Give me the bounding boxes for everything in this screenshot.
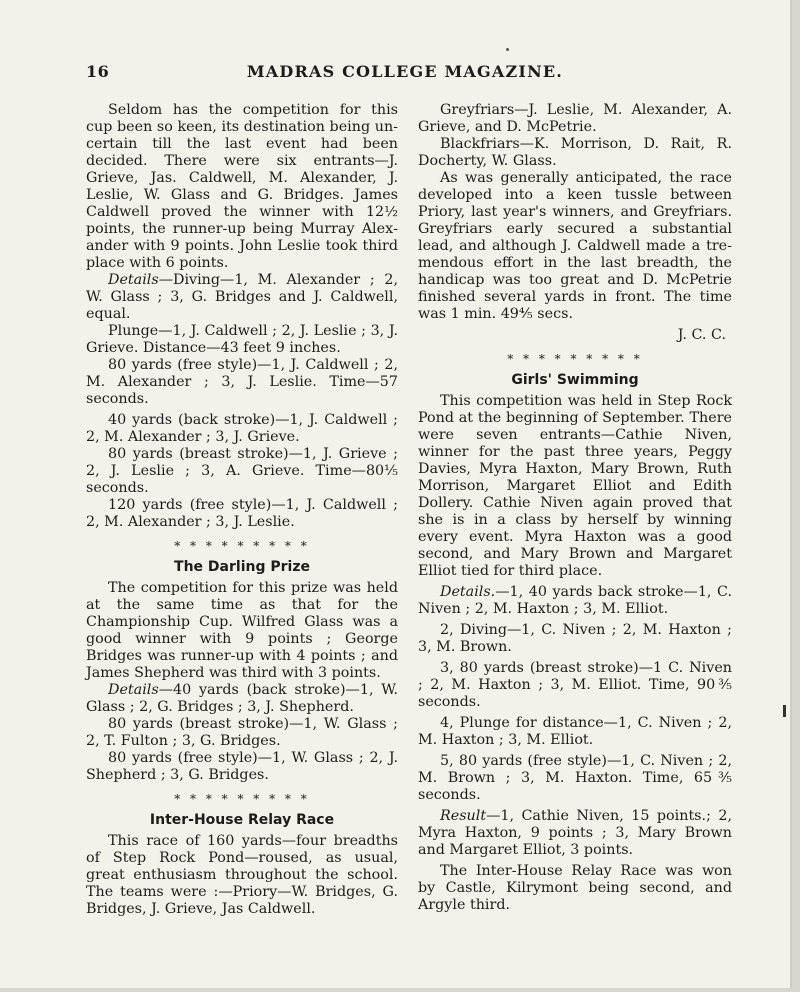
- right-column: [418, 102, 732, 914]
- page-number: 16: [86, 62, 110, 81]
- relay-race-winners: The Inter-House Relay Race was won by Castle, Kilrymont being second, and Argyle third.: [418, 863, 732, 913]
- girls-details-paragraph: [418, 584, 732, 618]
- breast-stroke-80-results: 80 yards (breast stroke)—1, J. Grieve ; 2, J. Leslie ; 3, A. Grieve. Time—80⅕ seconds.: [86, 446, 398, 496]
- cup-intro-paragraph: Seldom has the competition for this cup been so keen, its destination being uncertain till the last event had been decided. There were six entrants—J. Grieve, Jas. Caldwell, M. Alexander, J. Leslie, W. Glass and G. Bridges. James Caldwell proved the winner with 12½ points, the runner-up being Murray Alexander with 9 points. John Leslie took third place with 6 points.: [86, 102, 398, 271]
- girls-free-style-results: 5, 80 yards (free style)—1, C. Niven ; 2, M. Brown ; 3, M. Haxton. Time, 65⅗ seconds.: [418, 753, 732, 803]
- details-label: Details: [108, 272, 159, 288]
- section-divider: * * * * * * * * *: [174, 792, 310, 806]
- blackfriars-team: Blackfriars—K. Morrison, D. Rait, R. Docherty, W. Glass.: [418, 136, 732, 169]
- speck-mark: [506, 48, 509, 51]
- darling-prize-heading: The Darling Prize: [174, 559, 310, 575]
- girls-swimming-heading: Girls' Swimming: [511, 372, 639, 388]
- section-divider: * * * * * * * * *: [174, 539, 310, 553]
- darling-back-stroke-results: —40 yards (back stroke)—1, W. Glass ; 2, G. Bridges ; 3, J. Shepherd.: [86, 682, 398, 715]
- girls-result-paragraph: [418, 808, 732, 859]
- greyfriars-team: Greyfriars—J. Leslie, M. Alexander, A. Grieve, and D. McPetrie.: [418, 102, 732, 135]
- back-stroke-40-results: 40 yards (back stroke)—1, J. Caldwell ; 2, M. Alexander ; 3, J. Grieve.: [86, 412, 398, 445]
- girls-overall-result: —1, Cathie Niven, 15 points.; 2, Myra Haxton, 9 points ; 3, Mary Brown and Margaret Elliot, 3 points.: [418, 808, 732, 858]
- result-label: Result: [440, 808, 487, 824]
- darling-breast-stroke-results: 80 yards (breast stroke)—1, W. Glass ; 2, T. Fulton ; 3, G. Bridges.: [86, 716, 398, 749]
- girls-swimming-intro: This competition was held in Step Rock Pond at the beginning of September. There were seven entrants—Cathie Niven, winner for the past three years, Peggy Davies, Myra Haxton, Mary Brown, Ruth Morrison, Margaret Elliot and Edith Dollery. Cathie Niven again proved that she is in a class by herself by winning every event. Myra Haxton was a good second, and Mary Brown and Margaret Elliot tied for third place.: [418, 393, 732, 579]
- darling-free-style-results: 80 yards (free style)—1, W. Glass ; 2, J. Shepherd ; 3, G. Bridges.: [86, 750, 398, 783]
- edge-mark: [783, 705, 786, 717]
- plunge-results: Plunge—1, J. Caldwell ; 2, J. Leslie ; 3, J. Grieve. Distance—43 feet 9 inches.: [86, 323, 398, 356]
- details-label: Details.: [440, 584, 496, 600]
- left-column: [86, 102, 398, 918]
- girls-back-stroke-results: —1, 40 yards back stroke—1, C. Niven ; 2, M. Haxton ; 3, M. Elliot.: [418, 584, 732, 617]
- details-label: Details: [108, 682, 159, 698]
- darling-details-paragraph: [86, 682, 398, 716]
- free-style-80-results: 80 yards (free style)—1, J. Caldwell ; 2, M. Alexander ; 3, J. Leslie. Time—57 seconds.: [86, 357, 398, 407]
- cup-details-paragraph: [86, 272, 398, 323]
- magazine-title: MADRAS COLLEGE MAGAZINE.: [246, 62, 564, 81]
- darling-prize-paragraph: The competition for this prize was held at the same time as that for the Championship Cup. Wilfred Glass was a good winner with 9 points ; George Bridges was runner-up with 4 points ; and James Shepherd was third with 3 points.: [86, 580, 398, 681]
- author-initials: J. C. C.: [677, 327, 726, 343]
- relay-race-report: As was generally anticipated, the race developed into a keen tussle between Priory, last year's winners, and Greyfriars. Greyfriars early secured a substantial lead, and although J. Caldwell made a tremendous effort in the last breadth, the handicap was too great and D. McPetrie finished several yards in front. The time was 1 min. 49⅘ secs.: [418, 170, 732, 322]
- relay-race-paragraph: This race of 160 yards—four breadths of Step Rock Pond—roused, as usual, great enthusiasm throughout the school. The teams were :—Priory—W. Bridges, G. Bridges, J. Grieve, Jas Caldwell.: [86, 833, 398, 917]
- girls-breast-stroke-results: 3, 80 yards (breast stroke)—1 C. Niven ; 2, M. Haxton ; 3, M. Elliot. Time, 90⅗ seconds.: [418, 660, 732, 710]
- section-divider: * * * * * * * * *: [507, 352, 643, 366]
- relay-race-heading: Inter-House Relay Race: [149, 812, 335, 828]
- diving-results: —Diving—1, M. Alexander ; 2, W. Glass ; 3, G. Bridges and J. Caldwell, equal.: [86, 272, 398, 322]
- free-style-120-results: 120 yards (free style)—1, J. Caldwell ; 2, M. Alexander ; 3, J. Leslie.: [86, 497, 398, 530]
- page-header: [86, 62, 724, 86]
- girls-diving-results: 2, Diving—1, C. Niven ; 2, M. Haxton ; 3, M. Brown.: [418, 622, 732, 655]
- girls-plunge-results: 4, Plunge for distance—1, C. Niven ; 2, M. Haxton ; 3, M. Elliot.: [418, 715, 732, 748]
